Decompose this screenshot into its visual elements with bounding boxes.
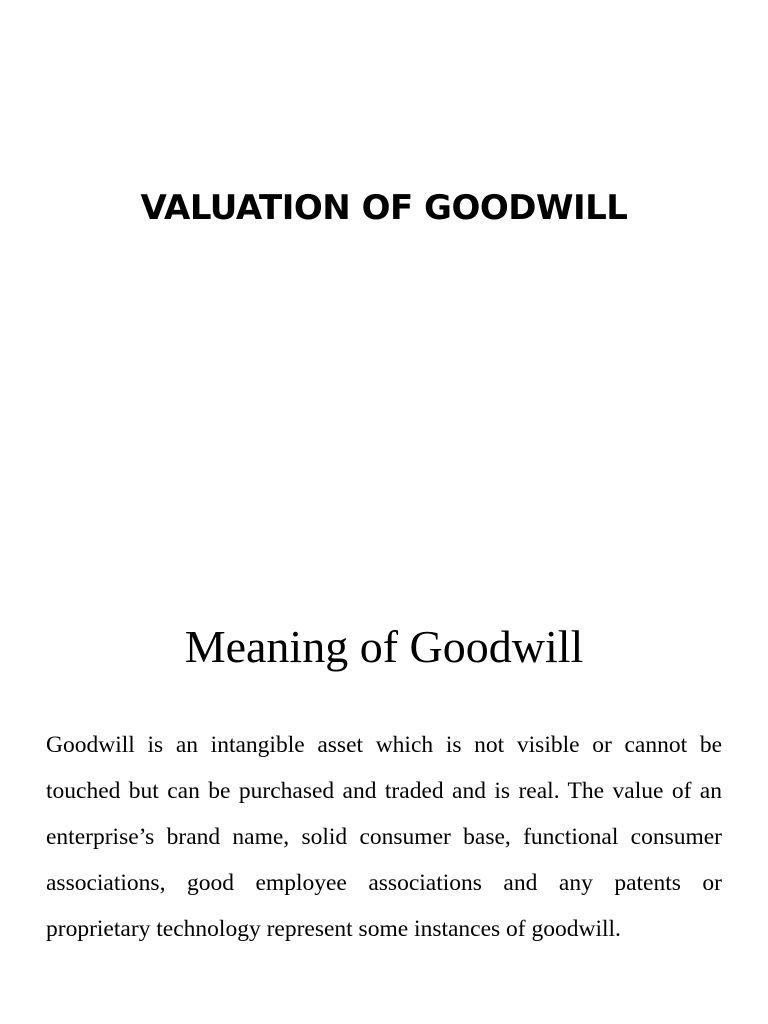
body-paragraph: Goodwill is an intangible asset which is not visible or cannot be touched but can be purchased and traded and is real. The value of an enterprise’s brand name, solid consumer base, functional consumer associations, good employee associations and any patents or proprietary technology represent some instances of goodwill. xyxy=(46,732,722,942)
page-title: VALUATION OF GOODWILL xyxy=(140,188,628,228)
content-slide xyxy=(0,576,768,1024)
section-title: Meaning of Goodwill xyxy=(184,621,584,672)
